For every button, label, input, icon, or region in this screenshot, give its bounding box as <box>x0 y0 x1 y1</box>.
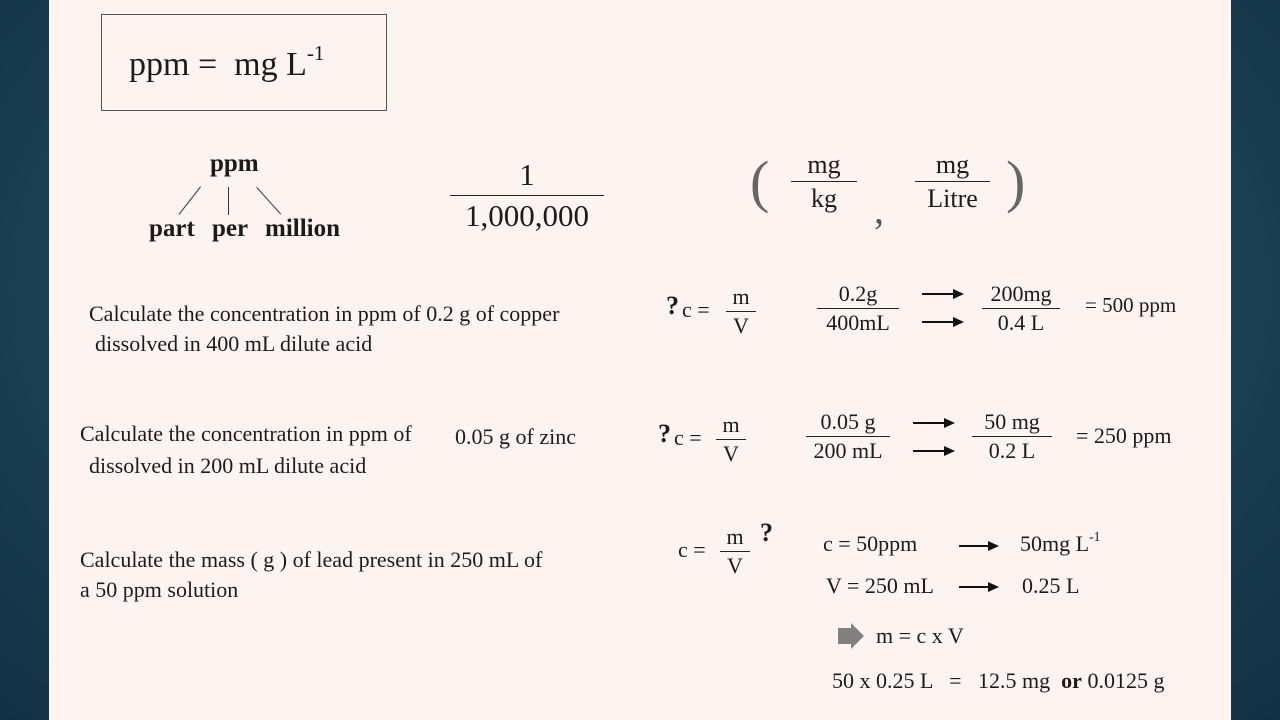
definition-exponent: -1 <box>306 41 325 65</box>
problem3-arrow-c <box>959 545 997 547</box>
problem2-formula-num: m <box>722 412 740 437</box>
right-arrow-icon <box>838 623 864 649</box>
problem1-arrow-top <box>922 293 962 295</box>
problem2-arrow-top <box>913 422 953 424</box>
acronym-title: ppm <box>210 150 259 177</box>
problem3-c-exponent: -1 <box>1089 529 1101 544</box>
unit1-numerator: mg <box>807 150 841 179</box>
problem2-line1a: Calculate the concentration in ppm of <box>80 421 412 446</box>
problem3-answer-g: 0.0125 g <box>1087 668 1165 693</box>
problem3-equals: = <box>949 668 962 693</box>
problem3-formula-fraction <box>720 524 750 579</box>
problem3-formula-den: V <box>727 553 743 578</box>
problem2-given-num: 0.05 g <box>820 409 876 434</box>
problem2-converted-fraction <box>972 409 1052 464</box>
problem3-formula-lhs: c = <box>678 537 706 562</box>
problem1-formula-fraction <box>726 284 756 339</box>
unit1-denominator: kg <box>811 184 837 213</box>
unit2-denominator: Litre <box>927 184 978 213</box>
definition-lhs: ppm = <box>129 46 218 84</box>
problem2-line1b: 0.05 g of zinc <box>455 424 576 449</box>
problem3-qmark: ? <box>760 518 773 547</box>
problem1-arrow-bottom <box>922 321 962 323</box>
problem3-formula-num: m <box>726 524 744 549</box>
problem3-line2: a 50 ppm solution <box>80 577 239 602</box>
problem1-converted-den: 0.4 L <box>997 310 1045 335</box>
problem2-formula-lhs: c = <box>674 425 702 450</box>
unit-comma: , <box>874 187 884 232</box>
unit-fraction-mg-litre <box>915 150 990 214</box>
problem3-c-converted-value: 50mg L <box>1020 530 1090 556</box>
paren-open: ( <box>750 149 770 214</box>
ratio-fraction <box>450 157 604 234</box>
problem1-line2: dissolved in 400 mL dilute acid <box>95 331 373 356</box>
problem3-line1: Calculate the mass ( g ) of lead present in 250 mL of <box>80 547 543 572</box>
ratio-denominator: 1,000,000 <box>465 198 589 233</box>
problem3-calculation <box>832 668 1164 694</box>
problem3-calc: 50 x 0.25 L <box>832 668 933 693</box>
problem1-given-num: 0.2g <box>838 281 878 306</box>
problem1-given-fraction <box>817 281 899 336</box>
problem2-converted-den: 0.2 L <box>988 438 1036 463</box>
problem2-given-den: 200 mL <box>813 438 883 463</box>
problem1-line1: Calculate the concentration in ppm of 0.2 g of copper <box>89 301 560 326</box>
problem1-formula-lhs: c = <box>682 297 710 322</box>
definition-box <box>101 14 387 111</box>
problem1-converted-fraction <box>982 281 1060 336</box>
problem1-result: = 500 ppm <box>1085 293 1177 317</box>
problem3-v-converted: 0.25 L <box>1022 573 1080 598</box>
problem2-formula-den: V <box>723 441 739 466</box>
problem2-formula-fraction <box>716 412 746 467</box>
problem1-formula-num: m <box>732 284 750 309</box>
problem1-given-den: 400mL <box>826 310 890 335</box>
problem2-converted-num: 50 mg <box>984 409 1040 434</box>
problem3-arrow-v <box>959 586 997 588</box>
acronym-word-per: per <box>212 215 249 242</box>
problem2-qmark: ? <box>658 419 671 448</box>
definition-rhs: mg L <box>234 46 307 84</box>
problem3-answer-mg: 12.5 mg <box>978 668 1051 693</box>
problem1-formula-den: V <box>733 313 749 338</box>
problem2-arrow-bottom <box>913 450 953 452</box>
problem2-line2: dissolved in 200 mL dilute acid <box>89 453 367 478</box>
paren-close: ) <box>1006 149 1026 214</box>
problem3-c-given: c = 50ppm <box>823 531 918 556</box>
problem2-given-fraction <box>806 409 890 464</box>
tree-line-middle <box>228 187 229 215</box>
unit-fraction-mg-kg <box>791 150 857 214</box>
slide <box>49 0 1231 720</box>
definition-formula <box>129 41 324 84</box>
problem1-converted-num: 200mg <box>990 281 1052 306</box>
tree-line-left <box>179 186 201 214</box>
unit2-numerator: mg <box>935 150 970 179</box>
problem1-qmark: ? <box>666 291 679 320</box>
problem3-v-given: V = 250 mL <box>826 573 934 598</box>
problem2-result: = 250 ppm <box>1076 423 1172 448</box>
problem3-c-converted <box>1020 529 1100 557</box>
ratio-numerator: 1 <box>519 157 535 192</box>
problem3-or: or <box>1061 668 1082 693</box>
acronym-word-part: part <box>149 215 195 242</box>
tree-line-right <box>256 187 281 214</box>
acronym-word-million: million <box>265 215 341 242</box>
problem3-rearranged: m = c x V <box>876 623 964 648</box>
